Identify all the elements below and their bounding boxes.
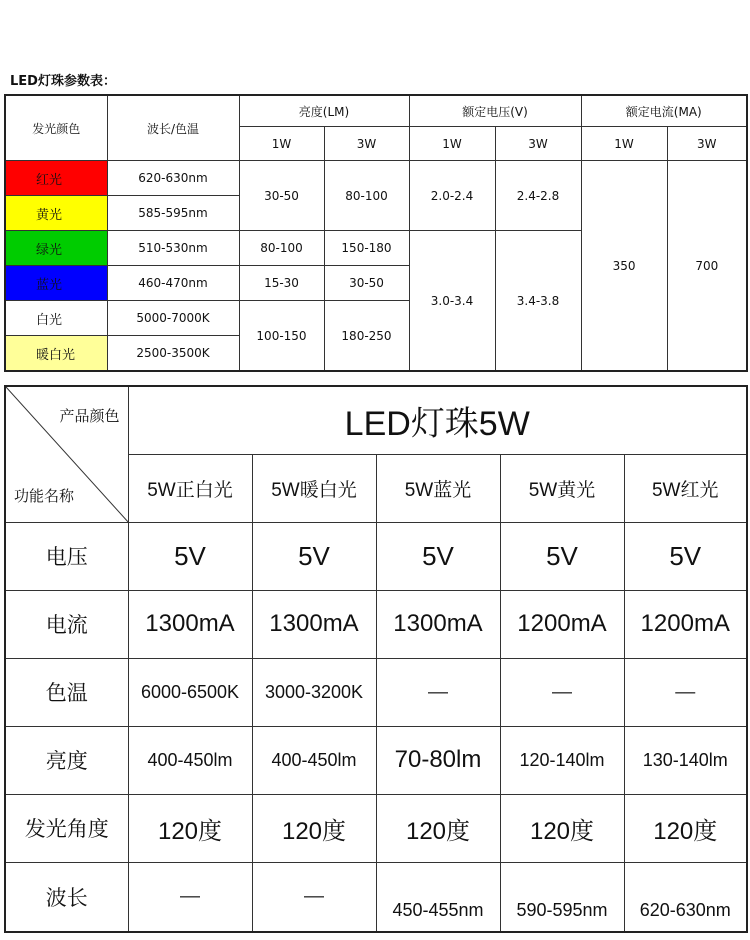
color-temp-value: 3000-3200K — [252, 658, 376, 726]
color-temp-value: — — [624, 658, 747, 726]
brightness-value: 400-450lm — [252, 726, 376, 794]
header-1w: 1W — [239, 127, 324, 161]
led-parameter-table — [4, 94, 748, 372]
header-brightness: 亮度(LM) — [239, 95, 409, 127]
color-swatch-white: 白光 — [5, 301, 107, 336]
current-cell: 350 — [581, 161, 667, 372]
voltage-value: 5V — [624, 522, 747, 590]
product-header: 5W红光 — [624, 454, 747, 522]
header-wavelength: 波长/色温 — [107, 95, 239, 161]
product-header: 5W黄光 — [500, 454, 624, 522]
color-swatch-green: 绿光 — [5, 231, 107, 266]
product-header: 5W暖白光 — [252, 454, 376, 522]
brightness-cell: 30-50 — [239, 161, 324, 231]
current-value: 1300mA — [128, 590, 252, 658]
current-value: 1300mA — [376, 590, 500, 658]
color-swatch-blue: 蓝光 — [5, 266, 107, 301]
product-header: 5W蓝光 — [376, 454, 500, 522]
color-swatch-yellow: 黄光 — [5, 196, 107, 231]
wavelength-cell: 2500-3500K — [107, 336, 239, 372]
voltage-value: 5V — [376, 522, 500, 590]
header-current: 额定电流(MA) — [581, 95, 747, 127]
header-3w: 3W — [667, 127, 747, 161]
header-1w: 1W — [581, 127, 667, 161]
brightness-cell: 80-100 — [324, 161, 409, 231]
corner-header — [5, 386, 128, 522]
voltage-value: 5V — [128, 522, 252, 590]
row-label-wavelength: 波长 — [5, 862, 128, 932]
brightness-value: 400-450lm — [128, 726, 252, 794]
header-3w: 3W — [495, 127, 581, 161]
brightness-cell: 100-150 — [239, 301, 324, 372]
row-label-color-temp: 色温 — [5, 658, 128, 726]
product-title: LED灯珠5W — [128, 386, 747, 454]
wavelength-cell: 510-530nm — [107, 231, 239, 266]
brightness-cell: 150-180 — [324, 231, 409, 266]
row-label-current: 电流 — [5, 590, 128, 658]
current-value: 1200mA — [500, 590, 624, 658]
beam-angle-value: 120度 — [376, 794, 500, 862]
beam-angle-value: 120度 — [252, 794, 376, 862]
product-header: 5W正白光 — [128, 454, 252, 522]
voltage-cell: 2.0-2.4 — [409, 161, 495, 231]
brightness-cell: 15-30 — [239, 266, 324, 301]
wavelength-cell: 585-595nm — [107, 196, 239, 231]
color-swatch-red: 红光 — [5, 161, 107, 196]
function-name-label: 功能名称 — [14, 487, 75, 505]
beam-angle-value: 120度 — [500, 794, 624, 862]
header-1w: 1W — [409, 127, 495, 161]
voltage-cell: 3.0-3.4 — [409, 231, 495, 372]
color-swatch-warm-white: 暖白光 — [5, 336, 107, 372]
voltage-cell: 3.4-3.8 — [495, 231, 581, 372]
wavelength-cell: 5000-7000K — [107, 301, 239, 336]
wavelength-value: 620-630nm — [624, 862, 747, 932]
header-color: 发光颜色 — [5, 95, 107, 161]
product-color-label: 产品颜色 — [59, 408, 120, 425]
brightness-cell: 180-250 — [324, 301, 409, 372]
brightness-value: 120-140lm — [500, 726, 624, 794]
beam-angle-value: 120度 — [624, 794, 747, 862]
wavelength-value: 590-595nm — [500, 862, 624, 932]
header-voltage: 额定电压(V) — [409, 95, 581, 127]
row-label-beam-angle: 发光角度 — [5, 794, 128, 862]
wavelength-value: — — [252, 862, 376, 932]
wavelength-cell: 460-470nm — [107, 266, 239, 301]
current-value: 1200mA — [624, 590, 747, 658]
brightness-cell: 30-50 — [324, 266, 409, 301]
wavelength-value: 450-455nm — [376, 862, 500, 932]
header-3w: 3W — [324, 127, 409, 161]
led-5w-spec-table — [4, 385, 748, 933]
wavelength-cell: 620-630nm — [107, 161, 239, 196]
row-label-brightness: 亮度 — [5, 726, 128, 794]
color-temp-value: — — [500, 658, 624, 726]
row-label-voltage: 电压 — [5, 522, 128, 590]
voltage-cell: 2.4-2.8 — [495, 161, 581, 231]
brightness-value: 70-80lm — [376, 726, 500, 794]
current-cell: 700 — [667, 161, 747, 372]
color-temp-value: 6000-6500K — [128, 658, 252, 726]
brightness-value: 130-140lm — [624, 726, 747, 794]
brightness-cell: 80-100 — [239, 231, 324, 266]
voltage-value: 5V — [252, 522, 376, 590]
current-value: 1300mA — [252, 590, 376, 658]
voltage-value: 5V — [500, 522, 624, 590]
wavelength-value: — — [128, 862, 252, 932]
table-caption: LED灯珠参数表： — [10, 74, 116, 89]
beam-angle-value: 120度 — [128, 794, 252, 862]
color-temp-value: — — [376, 658, 500, 726]
